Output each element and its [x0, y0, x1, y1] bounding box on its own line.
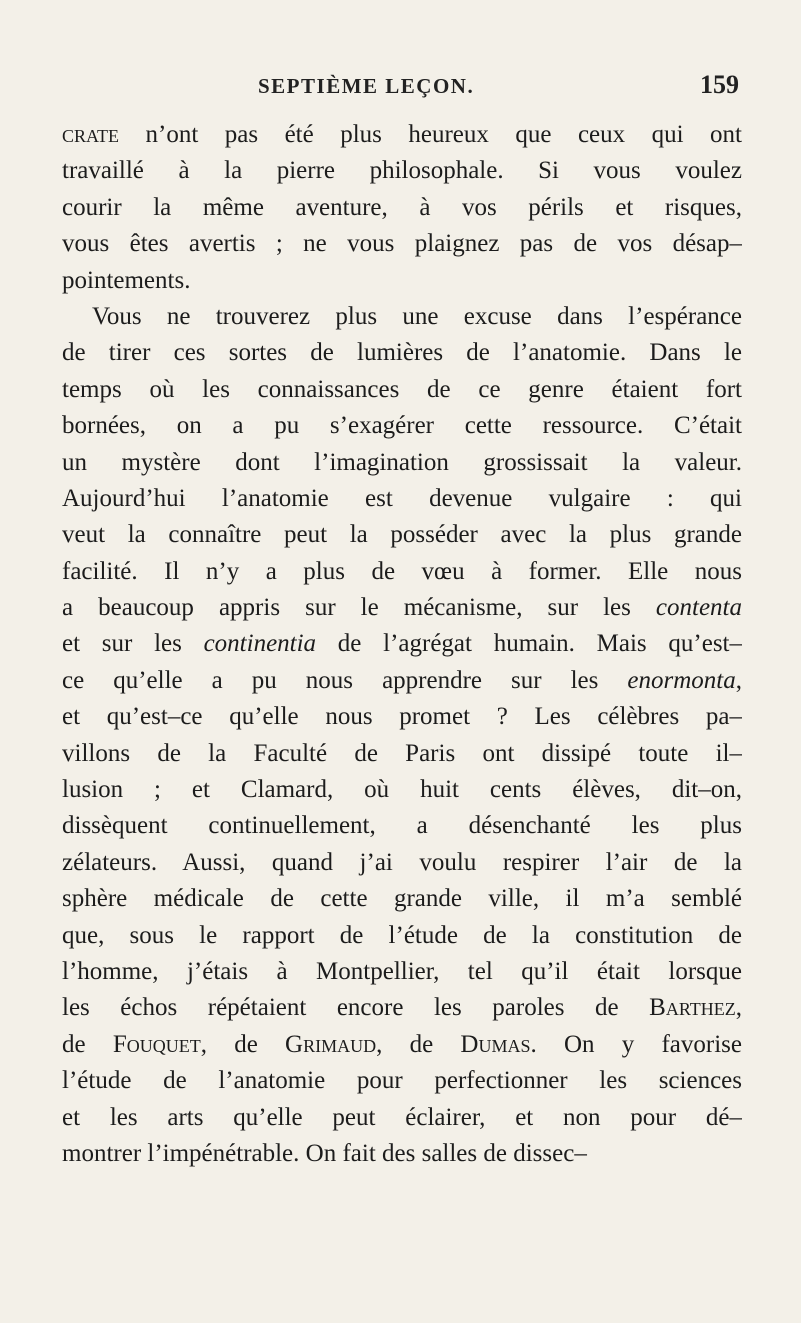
- text-run: , de: [376, 1030, 461, 1058]
- text-run: que, sous le rapport de l’étude de la constitution de: [62, 921, 742, 949]
- small-caps-name: Dumas: [460, 1030, 531, 1058]
- text-run: l’étude de l’anatomie pour perfectionner les sciences: [62, 1067, 742, 1095]
- text-line: [62, 881, 742, 917]
- text-line: [62, 699, 742, 735]
- text-run: a beaucoup appris sur le mécanisme, sur les: [62, 594, 656, 622]
- text-run: facilité. Il n’y a plus de vœu à former. Elle nous: [62, 557, 742, 585]
- text-line: [62, 954, 742, 990]
- text-run: et les arts qu’elle peut éclairer, et non pour dé–: [62, 1103, 742, 1131]
- text-run: ce qu’elle a pu nous apprendre sur les: [62, 666, 628, 694]
- text-line: [62, 1100, 742, 1136]
- text-run: de l’agrégat humain. Mais qu’est–: [316, 630, 742, 658]
- text-line: [62, 772, 742, 808]
- text-line: [62, 372, 742, 408]
- text-run: Aujourd’hui l’anatomie est devenue vulgaire : qui: [62, 484, 742, 512]
- text-run: un mystère dont l’imagination grossissait la valeur.: [62, 448, 742, 476]
- text-line: [62, 1136, 742, 1172]
- italic-term: enormonta: [627, 666, 736, 694]
- text-line: [62, 554, 742, 590]
- text-run: vous êtes avertis ; ne vous plaignez pas de vos désap–: [62, 230, 742, 258]
- text-run: l’homme, j’étais à Montpellier, tel qu’il était lorsque: [62, 957, 742, 985]
- text-run: de tirer ces sortes de lumières de l’anatomie. Dans le: [62, 339, 742, 367]
- text-run: lusion ; et Clamard, où huit cents élèves, dit–on,: [62, 776, 742, 804]
- text-line: [62, 117, 742, 153]
- small-caps-name: Grimaud: [285, 1030, 377, 1058]
- text-run: villons de la Faculté de Paris ont dissipé toute il–: [62, 739, 742, 767]
- text-run: , de: [200, 1030, 286, 1058]
- text-line: [62, 226, 742, 262]
- text-run: zélateurs. Aussi, quand j’ai voulu respirer l’air de la: [62, 848, 742, 876]
- text-line: [62, 845, 742, 881]
- text-run: courir la même aventure, à vos périls et risques,: [62, 193, 742, 221]
- italic-term: continentia: [203, 630, 317, 658]
- text-run: temps où les connaissances de ce genre étaient fort: [62, 375, 742, 403]
- text-run: les échos répétaient encore les paroles de: [62, 994, 650, 1022]
- text-run: montrer l’impénétrable. On fait des salles de dissec–: [62, 1139, 587, 1167]
- text-line: [62, 808, 742, 844]
- text-line: [62, 626, 742, 662]
- text-run: et sur les: [62, 630, 204, 658]
- text-run: veut la connaître peut la posséder avec la plus grande: [62, 521, 742, 549]
- text-line: [62, 736, 742, 772]
- small-caps-name: Fouquet: [112, 1030, 201, 1058]
- text-line: [62, 590, 742, 626]
- text-line: [62, 153, 742, 189]
- text-run: pointements.: [62, 266, 191, 294]
- body-text: [62, 117, 742, 1172]
- text-run: Vous ne trouverez plus une excuse dans l’espérance: [92, 302, 742, 330]
- text-line: [62, 263, 742, 299]
- small-caps-name: Barthez: [649, 994, 736, 1022]
- text-run: dissèquent continuellement, a désenchanté les plus: [62, 812, 742, 840]
- text-run: travaillé à la pierre philosophale. Si vous voulez: [62, 157, 742, 185]
- small-caps-name: crate: [62, 121, 120, 148]
- text-line: [62, 408, 742, 444]
- text-line: [62, 663, 742, 699]
- text-line: [62, 335, 742, 371]
- text-run: sphère médicale de cette grande ville, il m’a semblé: [62, 885, 742, 913]
- text-run: . On y favorise: [530, 1030, 742, 1058]
- italic-term: contenta: [655, 594, 742, 622]
- text-run: de: [62, 1030, 113, 1058]
- text-line: [62, 190, 742, 226]
- text-run: et qu’est–ce qu’elle nous promet ? Les célèbres pa–: [62, 703, 742, 731]
- text-line: [62, 918, 742, 954]
- text-line: [62, 481, 742, 517]
- text-line: [62, 1027, 742, 1063]
- text-line: [62, 299, 742, 335]
- text-line: [62, 517, 742, 553]
- running-head: [0, 70, 801, 110]
- text-line: [62, 990, 742, 1026]
- running-title: SEPTIÈME LEÇON.: [258, 74, 475, 98]
- text-run: ,: [735, 666, 742, 694]
- text-line: [62, 445, 742, 481]
- text-run: ,: [735, 994, 742, 1022]
- text-run: n’ont pas été plus heureux que ceux qui ont: [119, 121, 742, 148]
- text-run: bornées, on a pu s’exagérer cette ressource. C’était: [62, 412, 742, 440]
- page-number: 159: [700, 70, 739, 99]
- text-line: [62, 1063, 742, 1099]
